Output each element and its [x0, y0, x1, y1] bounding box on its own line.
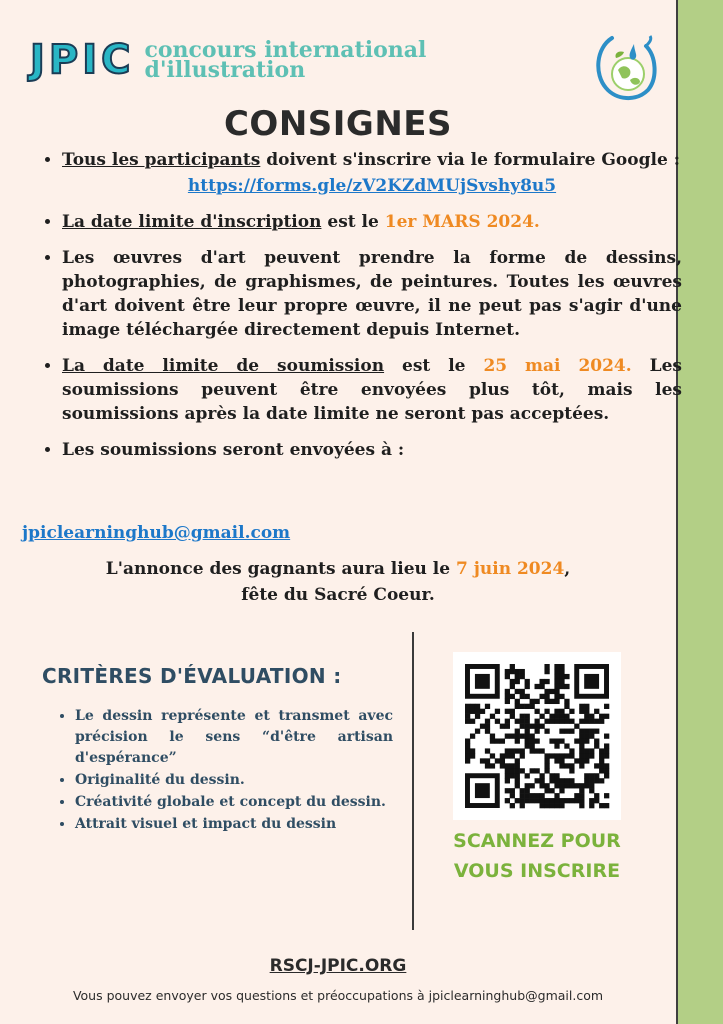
announcement-date: 7 juin 2024 [455, 559, 565, 579]
qr-code-icon [453, 652, 621, 820]
criteria-item: • Originalité du dessin. [75, 770, 393, 791]
instructions-list [40, 148, 682, 474]
list-item [62, 148, 682, 198]
contact-footer: Vous pouvez envoyer vos questions et préoccupations à jpiclearninghub@gmail.com [72, 988, 604, 1003]
criteria-title: CRITÈRES D'ÉVALUATION : [42, 664, 342, 688]
jpic-logo: JPIC [30, 37, 135, 83]
tagline [144, 37, 427, 83]
criteria-item: • Attrait visuel et impact du dessin [75, 814, 393, 835]
item-text: est le [321, 212, 385, 232]
submission-deadline-date: 25 mai 2024. [483, 356, 632, 376]
list-item [62, 354, 682, 426]
qr-label [440, 826, 634, 886]
header [30, 38, 426, 82]
announcement-line2: fête du Sacré Coeur. [241, 585, 435, 605]
list-item [62, 210, 682, 234]
column-divider [412, 632, 414, 930]
submission-destination-text: Les soumissions seront envoyées à : [62, 440, 405, 460]
website-link[interactable]: RSCJ-JPIC.ORG [269, 956, 407, 976]
qr-label-line1: SCANNEZ POUR [453, 830, 621, 852]
announcement-text: L'annonce des gagnants aura lieu le [105, 559, 456, 579]
registration-deadline-date: 1er MARS 2024. [384, 212, 540, 232]
google-form-link[interactable]: https://forms.gle/zV2KZdMUjSvshy8u5 [187, 176, 557, 196]
qr-label-line2: VOUS INSCRIRE [453, 860, 621, 882]
winners-announcement [0, 556, 676, 608]
announcement-line1 [0, 556, 676, 582]
page-title: CONSIGNES [223, 104, 453, 144]
item-text: doivent s'inscrire via le formulaire Google : [260, 150, 680, 170]
list-item [62, 246, 682, 342]
announcement-punct: , [564, 559, 571, 579]
qr-code[interactable] [453, 652, 621, 820]
participants-label: Tous les participants [62, 150, 261, 170]
criteria-item: • Le dessin représente et transmet avec précision le sens “d'être artisan d'espérance” [75, 706, 393, 769]
criteria-list [55, 706, 393, 836]
submission-deadline-label: La date limite de soumission [62, 356, 385, 376]
item-text: Les soumissions peuvent être envoyées plus tôt, mais les soumissions après la date limite ne seront pas acceptées. [62, 356, 682, 424]
side-accent-bar [676, 0, 723, 1024]
list-item [62, 438, 682, 462]
registration-deadline-label: La date limite d'inscription [62, 212, 322, 232]
submission-email-link[interactable]: jpiclearninghub@gmail.com [22, 523, 291, 543]
globe-hand-emblem-icon [590, 30, 660, 105]
artwork-rules-text: Les œuvres d'art peuvent prendre la forme de dessins, photographies, de graphismes, de peintures. Toutes les œuvres d'art doivent être leur propre œuvre, il ne peut pas s'agir d'une image téléchargée directement depuis Internet. [62, 248, 682, 340]
criteria-item: • Créativité globale et concept du dessin. [75, 792, 393, 813]
tagline-line2: d'illustration [144, 57, 306, 83]
item-text: est le [384, 356, 484, 376]
tagline-line1: concours international [144, 37, 427, 63]
